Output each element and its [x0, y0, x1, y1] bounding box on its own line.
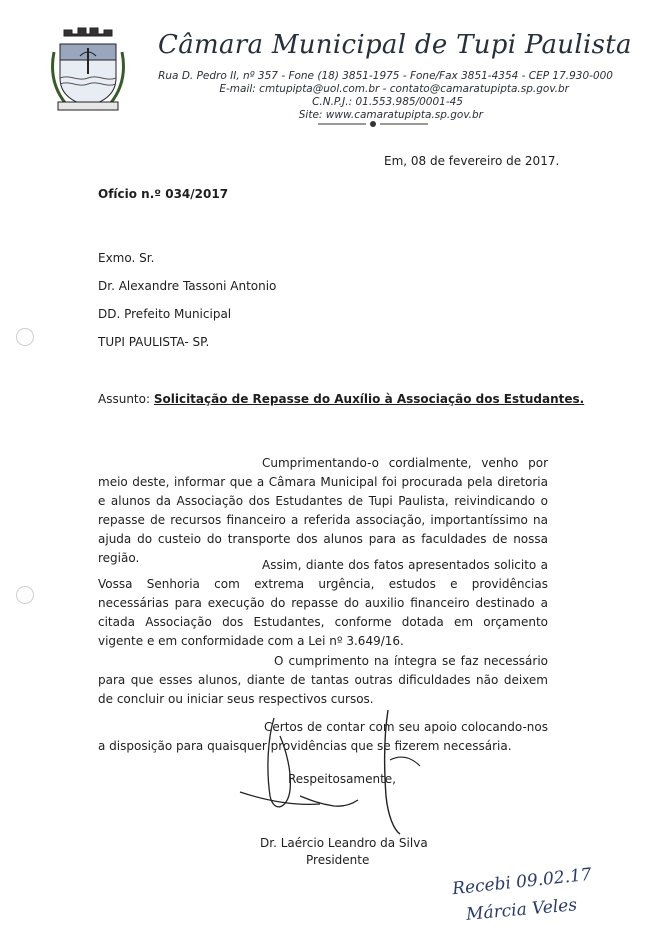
letterhead-cnpj: C.N.P.J.: 01.553.985/0001-45 [312, 96, 463, 108]
receipt-note-line-1: Recebi 09.02.17 [451, 864, 593, 900]
letterhead-address: Rua D. Pedro II, nº 357 - Fone (18) 3851-1975 - Fone/Fax 3851-4354 - CEP 17.930-000 [158, 70, 613, 82]
recipient-line-2: Dr. Alexandre Tassoni Antonio [98, 279, 277, 293]
paragraph-2: Assim, diante dos fatos apresentados solicito a Vossa Senhoria com extrema urgência, estudos e providências necessárias para execução do repasse do auxilio financeiro destinado a citada Associação dos Estudantes, conforme dotada em orçamento vigente e em conformidade com a Lei nº 3.649/16. [98, 558, 548, 648]
letterhead-email: E-mail: cmtupipta@uol.com.br - contato@camaratupipta.sp.gov.br [219, 83, 569, 95]
paragraph-1: Cumprimentando-o cordialmente, venho por meio deste, informar que a Câmara Municipal foi procurada pela diretoria e alunos da Associação dos Estudantes de Tupi Paulista, reivindicando o repasse de recursos financeiro a referida associação, importantíssimo na ajuda do custeio do transporte dos alunos para as faculdades de nossa região. [98, 456, 548, 565]
subject-text: Solicitação de Repasse do Auxílio à Associação dos Estudantes. [153, 392, 585, 406]
letterhead-org-name: Câmara Municipal de Tupi Paulista [158, 30, 632, 60]
letter-date: Em, 08 de fevereiro de 2017. [384, 154, 560, 168]
letterhead-site: Site: www.camaratupipta.sp.gov.br [298, 109, 483, 121]
municipal-crest-logo [50, 22, 126, 118]
recipient-line-1: Exmo. Sr. [98, 251, 155, 265]
paragraph-4: Certos de contar com seu apoio colocando-nos a disposição para quaisquer providências que se fizerem necessária. [98, 720, 548, 753]
oficio-number: Ofício n.º 034/2017 [98, 187, 229, 201]
handwritten-signature [240, 700, 440, 850]
signer-title: Presidente [306, 853, 370, 867]
subject-line [98, 390, 584, 409]
letterhead-ornament-divider [318, 120, 428, 128]
receipt-note-line-2: Márcia Veles [465, 895, 578, 925]
punch-hole-bottom [16, 586, 34, 604]
recipient-line-3: DD. Prefeito Municipal [98, 307, 232, 321]
recipient-line-4: TUPI PAULISTA- SP. [98, 335, 210, 349]
subject-label: Assunto: [98, 392, 151, 406]
paragraph-3: O cumprimento na íntegra se faz necessário para que esses alunos, diante de tantas outras dificuldades não deixem de concluir ou iniciar seus respectivos cursos. [98, 654, 548, 706]
signer-name: Dr. Laércio Leandro da Silva [260, 836, 428, 850]
punch-hole-top [16, 328, 34, 346]
closing-salutation: Respeitosamente, [288, 772, 396, 786]
